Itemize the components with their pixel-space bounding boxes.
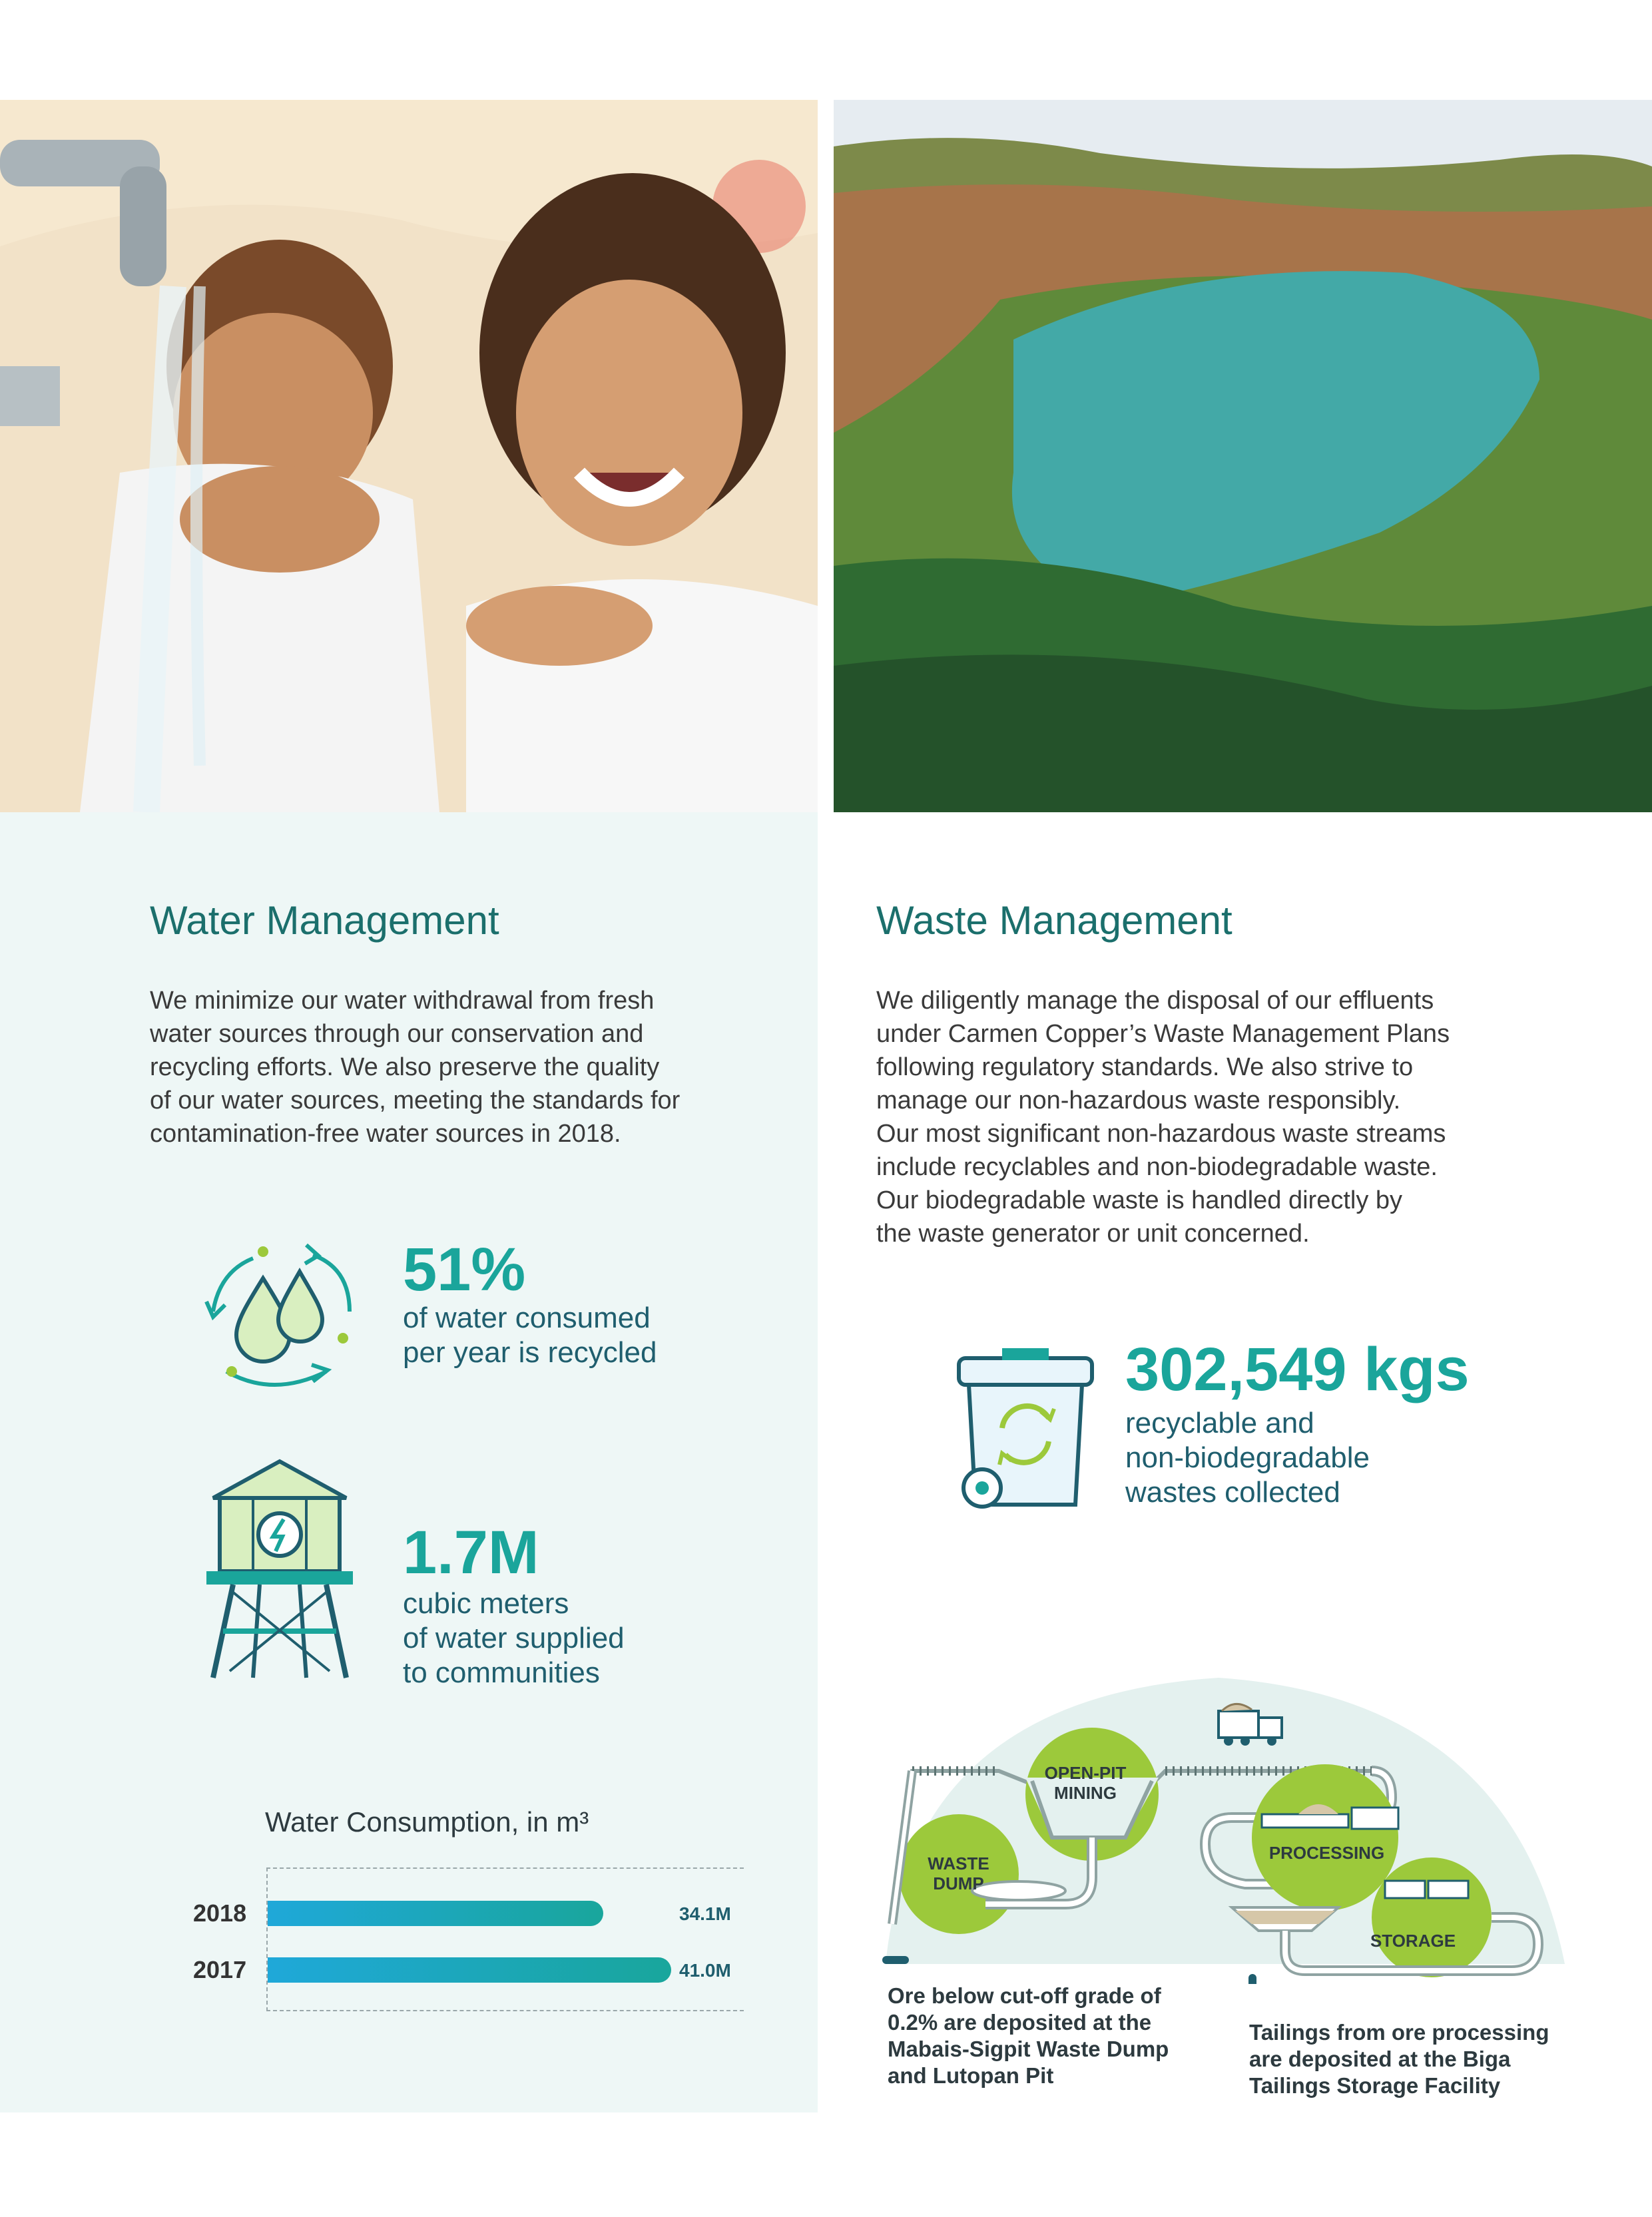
body-line: We diligently manage the disposal of our effluents [876, 987, 1434, 1015]
stat-line: to communities [403, 1656, 600, 1689]
stat-line: wastes collected [1125, 1476, 1340, 1509]
label-line: OPEN-PIT [1044, 1763, 1127, 1783]
body-line: the waste generator or unit concerned. [876, 1220, 1310, 1248]
label-waste-dump [920, 1853, 997, 1893]
body-line: following regulatory standards. We also strive to [876, 1053, 1414, 1081]
caption-line: Tailings Storage Facility [1249, 2073, 1501, 2098]
body-line: include recyclables and non-biodegradable waste. [876, 1153, 1438, 1181]
bar-category-label: 2017 [193, 1956, 247, 1983]
caption-line: Mabais-Sigpit Waste Dump [888, 2037, 1169, 2061]
waste-management-title: Waste Management [876, 898, 1233, 943]
photo-open-pit-lake [834, 100, 1652, 812]
water-supplied-desc [403, 1587, 625, 1690]
body-line: of our water sources, meeting the standards for [150, 1087, 681, 1114]
bar-2017 [268, 1957, 671, 1983]
body-line: water sources through our conservation and [150, 1020, 644, 1048]
caption-line: and Lutopan Pit [888, 2063, 1054, 2088]
stat-line: non-biodegradable [1125, 1441, 1370, 1474]
label-line: WASTE [928, 1853, 989, 1873]
chart-frame [266, 1867, 744, 2011]
recycled-water-value: 51% [403, 1236, 526, 1304]
recycled-water-desc [403, 1301, 657, 1370]
label-open-pit-mining [1042, 1763, 1129, 1803]
body-line: Our most significant non-hazardous waste streams [876, 1120, 1446, 1148]
label-processing: PROCESSING [1268, 1843, 1385, 1863]
recycle-bin-icon [956, 1345, 1095, 1515]
chart-title: Water Consumption, in m³ [265, 1806, 589, 1838]
caption-line: Ore below cut-off grade of [888, 1983, 1161, 2008]
water-recycle-icon [200, 1238, 360, 1401]
stat-line: cubic meters [403, 1587, 569, 1620]
water-management-body [150, 984, 789, 1150]
bar-value-label: 34.1M [679, 1903, 731, 1924]
body-line: contamination-free water sources in 2018. [150, 1120, 621, 1148]
stat-line: recyclable and [1125, 1407, 1314, 1439]
bar-category-label: 2018 [193, 1899, 247, 1927]
label-line: MINING [1054, 1783, 1117, 1803]
stat-line: of water consumed [403, 1302, 651, 1334]
body-line: Our biodegradable waste is handled directly by [876, 1186, 1403, 1214]
bar-2018 [268, 1901, 603, 1926]
water-tower-icon [200, 1458, 360, 1688]
photo-children-drinking-water [0, 100, 818, 812]
label-line: DUMP [933, 1873, 984, 1893]
waste-collected-value: 302,549 kgs [1125, 1336, 1470, 1403]
caption-tailings [1249, 2019, 1582, 2099]
stat-line: of water supplied [403, 1622, 625, 1654]
caption-line: 0.2% are deposited at the [888, 2010, 1152, 2035]
caption-waste-dump [888, 1983, 1201, 2089]
body-line: We minimize our water withdrawal from fresh [150, 987, 655, 1015]
water-supplied-value: 1.7M [403, 1519, 539, 1587]
stat-line: per year is recycled [403, 1336, 657, 1369]
body-line: recycling efforts. We also preserve the quality [150, 1053, 660, 1081]
caption-line: Tailings from ore processing [1249, 2020, 1549, 2045]
water-management-title: Water Management [150, 898, 499, 943]
body-line: under Carmen Copper’s Waste Management Plans [876, 1020, 1450, 1048]
waste-management-body [876, 984, 1542, 1250]
label-storage: STORAGE [1370, 1931, 1456, 1951]
bar-value-label: 41.0M [679, 1960, 731, 1981]
waste-collected-desc [1125, 1406, 1370, 1510]
mining-process-diagram [872, 1638, 1578, 1987]
caption-line: are deposited at the Biga [1249, 2047, 1511, 2071]
body-line: manage our non-hazardous waste responsibly. [876, 1087, 1401, 1114]
